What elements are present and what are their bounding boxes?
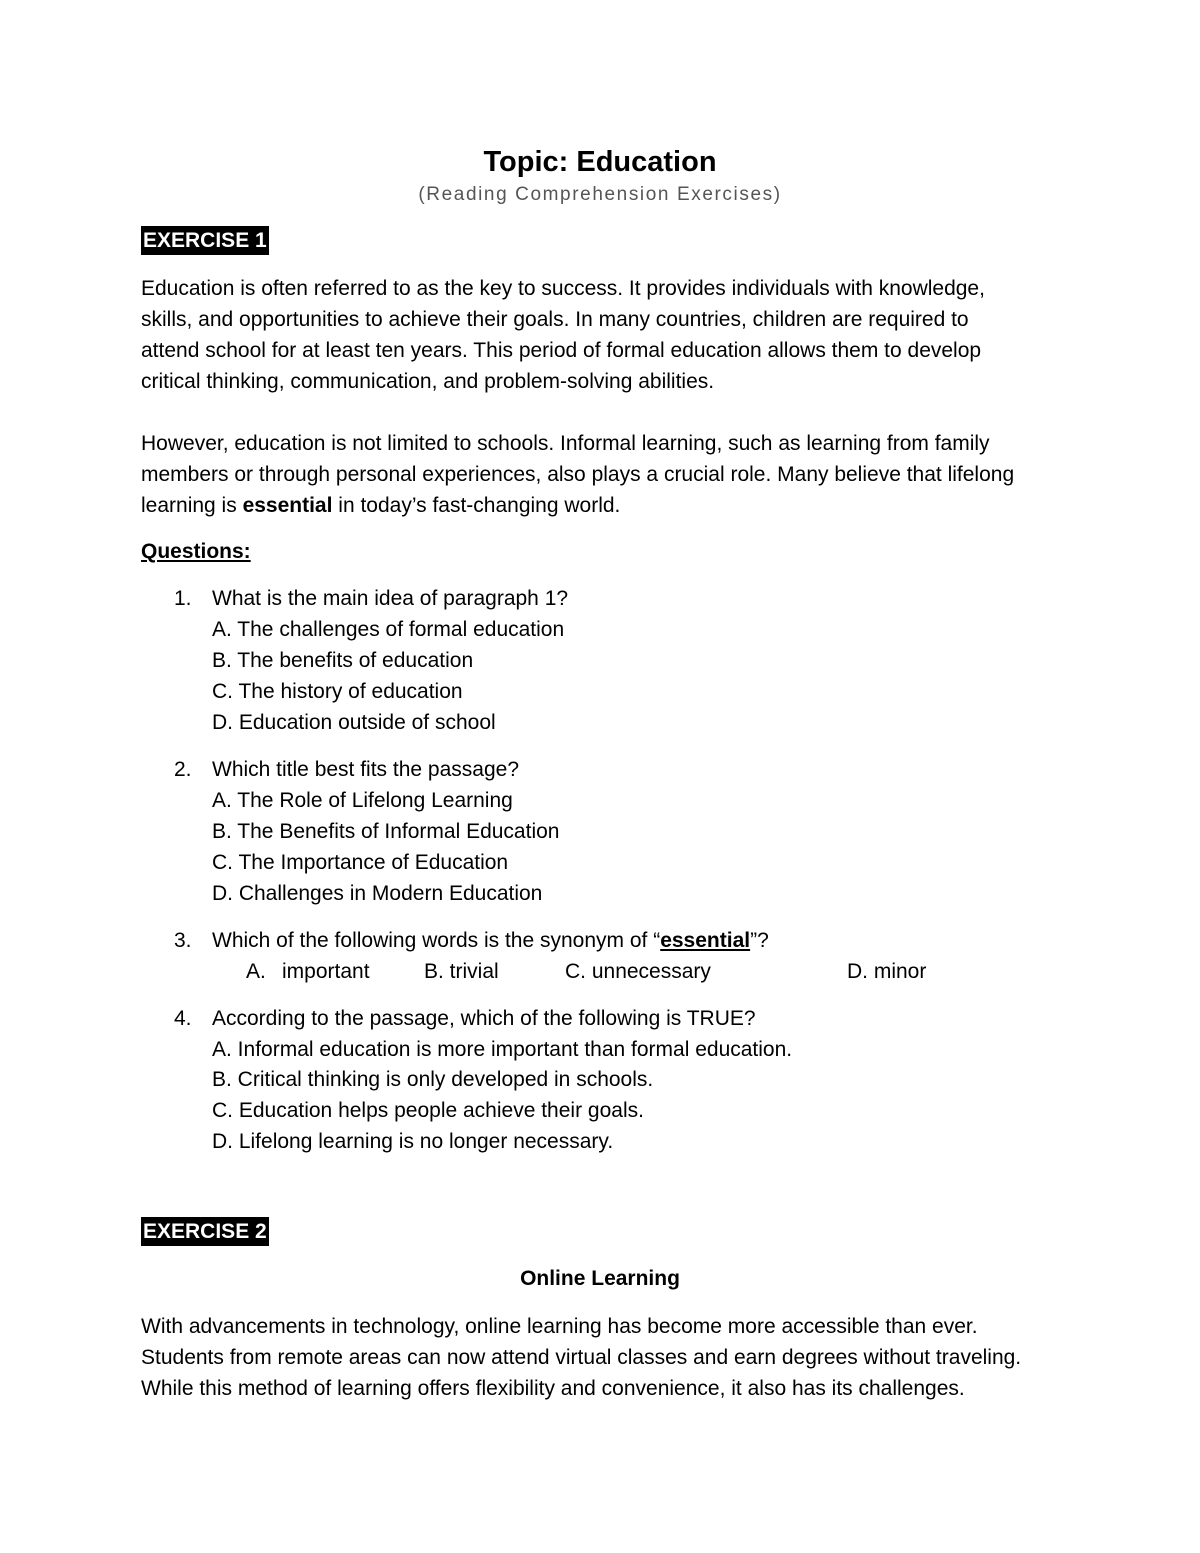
answer-option: C. Education helps people achieve their goals.: [212, 1099, 644, 1122]
paragraph-text: learning is: [141, 494, 243, 517]
paragraph-line: Students from remote areas can now attend virtual classes and earn degrees without traveling.: [141, 1346, 1022, 1369]
paragraph-line: attend school for at least ten years. This period of formal education allows them to develop: [141, 339, 982, 362]
paragraph-line: However, education is not limited to schools. Informal learning, such as learning from family: [141, 432, 990, 455]
answer-option: C. The history of education: [212, 680, 463, 703]
questions-heading: Questions:: [141, 540, 251, 563]
question-text: What is the main idea of paragraph 1?: [212, 587, 569, 610]
paragraph-line: Education is often referred to as the key to success. It provides individuals with knowledge,: [141, 277, 985, 300]
paragraph-line: With advancements in technology, online learning has become more accessible than ever.: [141, 1315, 978, 1338]
answer-option: B. Critical thinking is only developed in schools.: [212, 1068, 654, 1091]
answer-option-c: C. unnecessary: [565, 960, 711, 983]
answer-option-b: B. trivial: [424, 960, 499, 983]
answer-option: B. The Benefits of Informal Education: [212, 820, 560, 843]
answer-option: C. The Importance of Education: [212, 851, 509, 874]
page-subtitle: (Reading Comprehension Exercises): [418, 184, 782, 205]
question-number: 3.: [174, 929, 192, 952]
answer-option: D. Lifelong learning is no longer necessary.: [212, 1130, 614, 1153]
exercise-2-title: Online Learning: [520, 1267, 680, 1290]
question-text-part: ”?: [750, 929, 769, 952]
paragraph-line: members or through personal experiences, also plays a crucial role. Many believe that lifelong: [141, 463, 1015, 486]
question-text-part: Which of the following words is the synonym of “: [212, 929, 661, 952]
keyword-essential: essential: [242, 494, 333, 517]
paragraph-line: While this method of learning offers flexibility and convenience, it also has its challenges.: [141, 1377, 965, 1400]
answer-option: A. Informal education is more important than formal education.: [212, 1038, 793, 1061]
paragraph-text: in today’s fast-changing world.: [332, 494, 621, 517]
exercise-1-label: EXERCISE 1: [141, 226, 269, 255]
answer-option: D. Education outside of school: [212, 711, 496, 734]
paragraph-line: [141, 490, 620, 521]
keyword-essential: essential: [660, 929, 751, 952]
answer-option: B. The benefits of education: [212, 649, 474, 672]
question-number: 1.: [174, 587, 192, 610]
question-text: According to the passage, which of the following is TRUE?: [212, 1007, 756, 1030]
question-text: Which title best fits the passage?: [212, 758, 519, 781]
answer-option-a-letter: A.: [246, 960, 266, 983]
answer-option: A. The Role of Lifelong Learning: [212, 789, 513, 812]
answer-option-a-text: important: [282, 960, 370, 983]
question-number: 2.: [174, 758, 192, 781]
page-title: Topic: Education: [483, 146, 717, 178]
paragraph-line: critical thinking, communication, and problem-solving abilities.: [141, 370, 715, 393]
question-text: [212, 925, 769, 956]
answer-option: A. The challenges of formal education: [212, 618, 565, 641]
answer-option: D. Challenges in Modern Education: [212, 882, 543, 905]
exercise-2-label: EXERCISE 2: [141, 1217, 269, 1246]
question-number: 4.: [174, 1007, 192, 1030]
answer-option-d: D. minor: [847, 960, 927, 983]
paragraph-line: skills, and opportunities to achieve their goals. In many countries, children are required to: [141, 308, 969, 331]
